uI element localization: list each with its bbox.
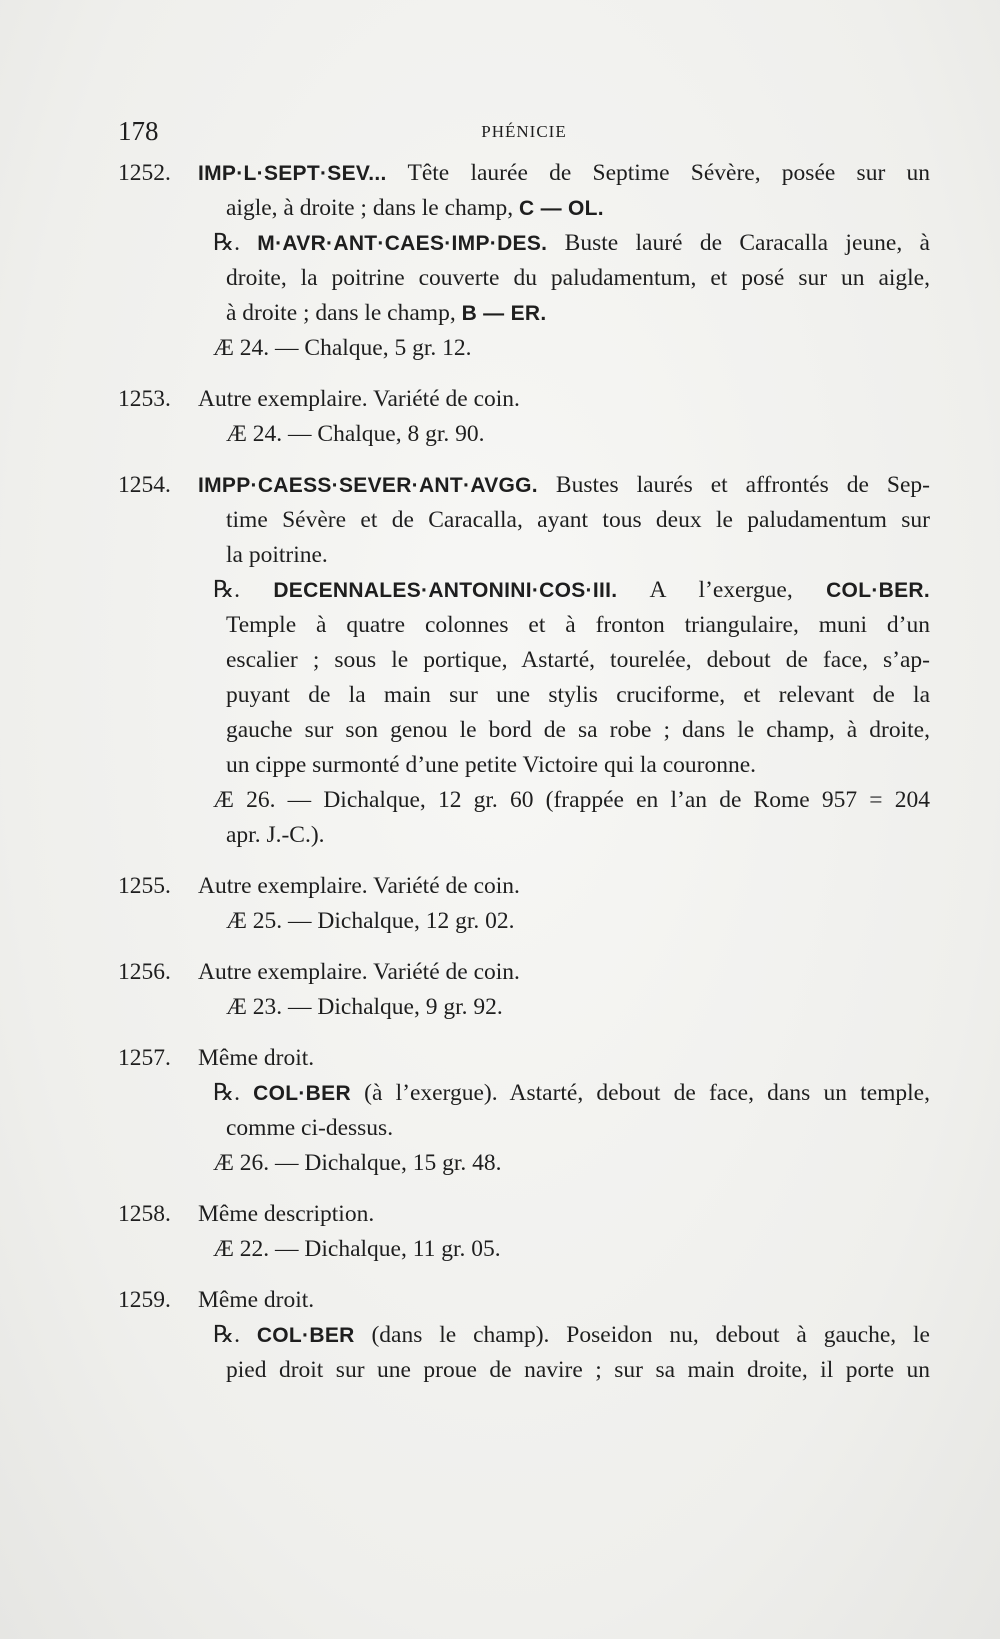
- entry-line: [118, 990, 930, 1025]
- coin-legend: DECENNALES·ANTONINI·COS·III.: [273, 579, 618, 602]
- entry-number: 1255.: [118, 873, 171, 899]
- entry-number: 1258.: [118, 1201, 171, 1227]
- entry-line: [118, 608, 930, 643]
- entry-line: [118, 783, 930, 818]
- coin-legend: IMP·L·SEPT·SEV...: [198, 162, 387, 185]
- entry-number: 1256.: [118, 959, 171, 985]
- line-text: escalier ; sous le portique, Astarté, tourelée, debout de face, s’ap-: [226, 647, 930, 673]
- entry-number: 1253.: [118, 386, 171, 412]
- catalogue-entry: [118, 1041, 930, 1181]
- entry-line: [118, 468, 930, 503]
- entry-line: [118, 713, 930, 748]
- running-title: PHÉNICIE: [481, 122, 567, 141]
- entry-line: [118, 1353, 930, 1388]
- page-header: [118, 116, 930, 146]
- entry-line: [118, 955, 930, 990]
- coin-legend: M·AVR·ANT·CAES·IMP·DES.: [257, 232, 548, 255]
- line-text: Temple à quatre colonnes et à fronton triangulaire, muni d’un: [226, 612, 930, 638]
- line-text: (à l’exergue). Astarté, debout de face, dans un temple,: [350, 1080, 930, 1106]
- entry-line: [118, 296, 930, 331]
- line-text: Même droit.: [198, 1045, 315, 1071]
- line-text: time Sévère et de Caracalla, ayant tous deux le paludamentum sur: [226, 507, 930, 533]
- line-prefix: aigle, à droite ; dans le champ,: [226, 195, 519, 221]
- catalogue-entry: [118, 382, 930, 452]
- catalogue-entry: [118, 1197, 930, 1267]
- entry-gap: [118, 853, 930, 869]
- entry-line: [118, 1041, 930, 1076]
- coin-legend: C — OL.: [519, 197, 604, 220]
- line-text: Æ 26. — Dichalque, 15 gr. 48.: [213, 1150, 502, 1176]
- catalogue-entry: [118, 869, 930, 939]
- entry-line: [118, 1232, 930, 1267]
- line-text: Æ 22. — Dichalque, 11 gr. 05.: [213, 1236, 501, 1262]
- line-text: Æ 24. — Chalque, 5 gr. 12.: [213, 335, 472, 361]
- line-text: Æ 26. — Dichalque, 12 gr. 60 (frappée en l’an de Rome 957 = 204: [213, 787, 930, 813]
- entry-line: [118, 1318, 930, 1353]
- line-text: Buste lauré de Caracalla jeune, à: [547, 230, 930, 256]
- entry-line: [118, 191, 930, 226]
- entry-line: [118, 382, 930, 417]
- entry-gap: [118, 1267, 930, 1283]
- entry-gap: [118, 1025, 930, 1041]
- line-text: un cippe surmonté d’une petite Victoire qui la couronne.: [226, 752, 757, 778]
- entry-line: [118, 1146, 930, 1181]
- coin-legend: IMPP·CAESS·SEVER·ANT·AVGG.: [198, 474, 538, 497]
- line-text: gauche sur son genou le bord de sa robe ; dans le champ, à droite,: [226, 717, 930, 743]
- page-number: 178: [118, 116, 159, 146]
- line-text: Æ 24. — Chalque, 8 gr. 90.: [226, 421, 485, 447]
- line-text: puyant de la main sur une stylis cruciforme, et relevant de la: [226, 682, 930, 708]
- line-text: Autre exemplaire. Variété de coin.: [198, 873, 520, 899]
- entry-line: [118, 573, 930, 608]
- entry-line: [118, 156, 930, 191]
- line-prefix: ℞.: [213, 230, 258, 256]
- entry-number: 1257.: [118, 1045, 171, 1071]
- line-text: Tête laurée de Septime Sévère, posée sur un: [386, 160, 930, 186]
- entry-gap: [118, 452, 930, 468]
- catalogue-entry: [118, 955, 930, 1025]
- line-text: (dans le champ). Poseidon nu, debout à gauche, le: [354, 1322, 930, 1348]
- line-text: pied droit sur une proue de navire ; sur sa main droite, il porte un: [226, 1357, 930, 1383]
- line-text: droite, la poitrine couverte du paludamentum, et posé sur un aigle,: [226, 265, 930, 291]
- coin-legend: COL·BER: [253, 1082, 351, 1105]
- entry-line: [118, 538, 930, 573]
- line-prefix: ℞.: [213, 1322, 257, 1348]
- line-text: Autre exemplaire. Variété de coin.: [198, 386, 520, 412]
- entry-line: [118, 1283, 930, 1318]
- entry-line: [118, 643, 930, 678]
- coin-legend: COL·BER: [256, 1324, 355, 1347]
- line-text: Même description.: [198, 1201, 375, 1227]
- entry-line: [118, 1111, 930, 1146]
- coin-legend: B — ER.: [461, 302, 547, 325]
- entry-number: 1252.: [118, 160, 171, 186]
- line-prefix: ℞.: [213, 1080, 254, 1106]
- catalogue-entry: [118, 468, 930, 853]
- catalogue-entry: [118, 1283, 930, 1388]
- line-text: Æ 25. — Dichalque, 12 gr. 02.: [226, 908, 515, 934]
- line-prefix: ℞.: [213, 577, 274, 603]
- entry-line: [118, 417, 930, 452]
- entry-line: [118, 678, 930, 713]
- line-text: A l’exergue,: [617, 577, 827, 603]
- entry-line: [118, 261, 930, 296]
- line-text: Bustes laurés et affrontés de Sep-: [537, 472, 930, 498]
- entry-number: 1254.: [118, 472, 171, 498]
- entry-line: [118, 869, 930, 904]
- catalogue-entries: [118, 156, 930, 1388]
- entry-number: 1259.: [118, 1287, 171, 1313]
- line-text: comme ci-dessus.: [226, 1115, 394, 1141]
- entry-line: [118, 503, 930, 538]
- entry-line: [118, 904, 930, 939]
- entry-line: [118, 331, 930, 366]
- entry-gap: [118, 939, 930, 955]
- entry-line: [118, 818, 930, 853]
- entry-gap: [118, 1181, 930, 1197]
- coin-legend: COL·BER.: [826, 579, 930, 602]
- entry-gap: [118, 366, 930, 382]
- entry-line: [118, 748, 930, 783]
- line-prefix: à droite ; dans le champ,: [226, 300, 462, 326]
- line-text: la poitrine.: [226, 542, 328, 568]
- line-text: apr. J.-C.).: [226, 822, 325, 848]
- entry-line: [118, 1197, 930, 1232]
- line-text: Æ 23. — Dichalque, 9 gr. 92.: [226, 994, 503, 1020]
- line-text: Même droit.: [198, 1287, 315, 1313]
- entry-line: [118, 1076, 930, 1111]
- catalogue-entry: [118, 156, 930, 366]
- line-text: Autre exemplaire. Variété de coin.: [198, 959, 520, 985]
- entry-line: [118, 226, 930, 261]
